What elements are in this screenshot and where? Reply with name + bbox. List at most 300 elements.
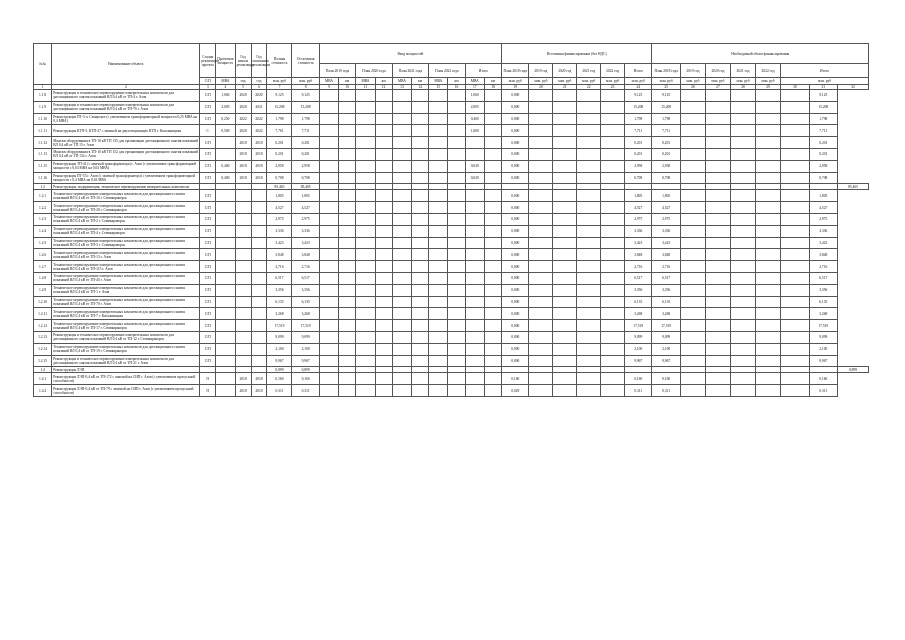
table-cell <box>429 296 448 308</box>
table-cell: 1.2.1 <box>34 190 52 202</box>
column-number: 27 <box>705 85 730 90</box>
table-cell <box>429 284 448 296</box>
table-cell: 3,848 <box>267 249 292 261</box>
table-row <box>34 125 869 137</box>
table-cell: 1,798 <box>809 113 837 125</box>
table-cell <box>756 331 781 343</box>
table-cell: 2022 <box>251 113 267 125</box>
table-cell <box>319 373 338 385</box>
table-cell: 3,356 <box>267 284 292 296</box>
table-cell <box>216 308 235 320</box>
column-number: 13 <box>392 85 411 90</box>
table-cell: Монтаж оборудования в ТП-10 кВ ТП 152 для организации дистанционного снятия показаний ВЛ 0,4 кВ от ТП 152 г. Азов <box>53 150 198 159</box>
table-cell <box>705 125 730 137</box>
table-cell <box>392 373 411 385</box>
sub-f-2019: 2019 год <box>680 64 705 78</box>
sub-plan-2019: План 2019 года <box>319 64 355 78</box>
table-cell <box>680 343 705 355</box>
table-cell <box>392 137 411 149</box>
column-number: 15 <box>429 85 448 90</box>
table-cell: 3,268 <box>809 308 837 320</box>
table-cell <box>781 284 809 296</box>
table-cell <box>339 272 356 284</box>
table-cell <box>216 148 235 160</box>
table-cell <box>705 249 730 261</box>
table-cell <box>375 137 392 149</box>
table-cell: Техническое перевооружение измерительных комплексов для дистанционного снятия показаний ВЛ 0,4 кВ от ТП-70 г. Азов <box>52 296 200 308</box>
table-cell <box>216 225 235 237</box>
table-cell: 4,527 <box>625 202 652 214</box>
table-cell: 1.2.10 <box>34 296 52 308</box>
table-cell <box>216 284 235 296</box>
unit-stage: С/П <box>200 78 216 85</box>
table-cell: 0,000 <box>502 213 529 225</box>
table-cell <box>484 148 501 160</box>
table-cell: 6,135 <box>267 296 292 308</box>
table-cell <box>680 284 705 296</box>
table-cell: Техническое перевооружение измерительных комплексов для дистанционного снятия показаний ВЛ 0,4 кВ от ТП-115 г. Азов <box>52 261 200 273</box>
table-cell <box>392 385 411 397</box>
table-cell: 3,423 <box>292 237 319 249</box>
table-cell <box>448 101 465 113</box>
table-cell: 0,000 <box>502 320 529 332</box>
table-cell <box>484 225 501 237</box>
table-cell <box>356 172 375 184</box>
table-cell <box>601 385 625 397</box>
table-cell: 2,975 <box>809 213 837 225</box>
table-cell: 2018 <box>235 385 251 397</box>
table-cell <box>375 237 392 249</box>
table-cell <box>756 172 781 184</box>
table-cell <box>529 385 553 397</box>
table-cell <box>216 355 235 367</box>
table-cell <box>392 101 411 113</box>
table-cell <box>375 373 392 385</box>
table-cell: 2,716 <box>625 261 652 273</box>
table-cell: 1.1.11 <box>34 125 52 137</box>
table-cell <box>705 373 730 385</box>
table-cell <box>356 137 375 149</box>
table-cell <box>756 113 781 125</box>
table-row <box>34 101 869 113</box>
table-cell: 15,208 <box>625 101 652 113</box>
table-cell: 6,135 <box>809 296 837 308</box>
table-cell <box>356 213 375 225</box>
table-cell <box>412 320 429 332</box>
table-cell <box>412 172 429 184</box>
table-cell <box>319 308 338 320</box>
table-cell: 0,000 <box>502 90 529 102</box>
table-cell: 2,975 <box>625 213 652 225</box>
table-cell <box>356 225 375 237</box>
column-number: 9 <box>319 85 338 90</box>
table-cell <box>553 284 577 296</box>
table-cell <box>251 237 267 249</box>
column-number: 3 <box>200 85 216 90</box>
table-cell <box>601 202 625 214</box>
table-cell <box>319 272 338 284</box>
table-cell <box>529 355 553 367</box>
table-cell <box>730 320 755 332</box>
table-cell: 0,630 <box>465 172 484 184</box>
table-cell <box>553 101 577 113</box>
column-number: 16 <box>448 85 465 90</box>
table-cell: 1.2.3 <box>34 213 52 225</box>
table-cell <box>375 190 392 202</box>
table-cell <box>680 137 705 149</box>
table-cell <box>339 249 356 261</box>
table-cell: 0,630 <box>465 160 484 172</box>
table-cell: С/П <box>200 261 216 273</box>
table-cell <box>680 90 705 102</box>
table-cell <box>680 331 705 343</box>
table-cell: 17,519 <box>809 320 837 332</box>
table-cell: 2,975 <box>652 213 680 225</box>
table-cell: 2,958 <box>809 160 837 172</box>
table-cell <box>429 113 448 125</box>
table-cell <box>705 172 730 184</box>
unit-km: км <box>412 78 429 85</box>
table-cell <box>601 148 625 160</box>
table-cell <box>553 261 577 273</box>
table-cell <box>730 249 755 261</box>
table-cell: 2022 <box>235 113 251 125</box>
table-cell <box>577 373 601 385</box>
sub-total: Итого <box>465 64 502 78</box>
table-cell <box>251 272 267 284</box>
table-cell <box>730 213 755 225</box>
table-cell <box>465 225 484 237</box>
table-cell <box>448 137 465 149</box>
table-cell <box>756 125 781 137</box>
table-cell <box>705 261 730 273</box>
table-cell: 3,848 <box>292 249 319 261</box>
table-cell: 0,000 <box>502 160 529 172</box>
table-cell <box>705 160 730 172</box>
table-cell <box>375 202 392 214</box>
table-cell: С/П <box>200 172 216 184</box>
table-cell <box>465 331 484 343</box>
table-cell <box>375 343 392 355</box>
table-cell <box>412 249 429 261</box>
table-cell <box>756 385 781 397</box>
table-cell <box>730 160 755 172</box>
table-cell <box>448 190 465 202</box>
table-cell: 0,000 <box>502 355 529 367</box>
table-cell <box>235 343 251 355</box>
table-cell <box>356 160 375 172</box>
table-cell: 7,711 <box>652 125 680 137</box>
table-cell <box>216 320 235 332</box>
table-cell: С/П <box>200 237 216 249</box>
table-cell <box>577 355 601 367</box>
table-cell: С/П <box>200 202 216 214</box>
table-cell <box>601 225 625 237</box>
table-cell <box>705 308 730 320</box>
table-cell: 1.4.1 <box>34 373 52 385</box>
table-cell <box>448 373 465 385</box>
table-cell <box>577 296 601 308</box>
table-cell <box>680 202 705 214</box>
table-cell <box>412 272 429 284</box>
table-cell <box>484 125 501 137</box>
table-cell: 1.1.13 <box>34 148 52 160</box>
table-cell: 9,967 <box>267 355 292 367</box>
table-cell <box>448 355 465 367</box>
table-cell <box>356 249 375 261</box>
table-cell: 0,000 <box>502 343 529 355</box>
sub-f-2020: 2020 год <box>705 64 730 78</box>
table-cell <box>601 213 625 225</box>
table-cell <box>235 202 251 214</box>
sub-y2022: 2022 год <box>601 64 625 78</box>
table-cell <box>484 213 501 225</box>
table-cell <box>251 202 267 214</box>
table-cell: Реконструкция ЛЭП-0,4 кВ от ТП-79 с заменой на СИП г. Азов (с увеличением пропускной способности) <box>52 385 200 397</box>
table-cell <box>553 355 577 367</box>
table-cell <box>730 331 755 343</box>
table-cell: С/П <box>200 343 216 355</box>
table-cell <box>781 160 809 172</box>
table-cell <box>216 213 235 225</box>
table-cell <box>356 296 375 308</box>
table-cell: 0,708 <box>292 172 319 184</box>
table-cell <box>356 202 375 214</box>
table-cell <box>601 272 625 284</box>
table-cell <box>319 202 338 214</box>
table-cell: 1.1.9 <box>34 101 52 113</box>
table-cell: 9,125 <box>292 90 319 102</box>
table-cell <box>484 172 501 184</box>
table-cell <box>448 237 465 249</box>
table-cell <box>756 249 781 261</box>
table-cell: 0,400 <box>216 172 235 184</box>
col-year-end-header: Год окончания реализации <box>251 44 267 78</box>
table-cell: 1,805 <box>292 190 319 202</box>
table-cell <box>319 213 338 225</box>
table-cell <box>680 385 705 397</box>
table-cell <box>730 113 755 125</box>
table-cell <box>339 190 356 202</box>
table-cell <box>781 125 809 137</box>
table-cell <box>465 190 484 202</box>
table-cell <box>448 343 465 355</box>
table-cell <box>448 308 465 320</box>
table-cell <box>429 308 448 320</box>
column-number: 26 <box>680 85 705 90</box>
table-cell <box>484 272 501 284</box>
table-cell <box>448 296 465 308</box>
table-cell: 0,000 <box>502 190 529 202</box>
table-cell <box>375 272 392 284</box>
table-cell <box>601 190 625 202</box>
table-cell <box>781 137 809 149</box>
column-number: 19 <box>502 85 529 90</box>
table-cell: 0,201 <box>625 148 652 160</box>
table-cell <box>484 249 501 261</box>
table-cell: С/П <box>200 331 216 343</box>
unit-mln: млн. руб <box>553 78 577 85</box>
table-cell <box>730 284 755 296</box>
table-cell: 0,500 <box>216 125 235 137</box>
table-cell <box>392 272 411 284</box>
table-cell <box>448 202 465 214</box>
table-cell <box>429 249 448 261</box>
table-cell: Реконструкция ПТ-3 п. Самарское (с увеличением трансформаторной мощности 0,25 МВА на 0,4 МВА) <box>52 113 200 125</box>
table-cell: 2,716 <box>292 261 319 273</box>
table-cell <box>429 213 448 225</box>
table-cell <box>680 320 705 332</box>
sub-f-2021: 2021 год <box>730 64 755 78</box>
unit-cost: млн. руб <box>267 78 292 85</box>
table-cell <box>756 213 781 225</box>
column-number: 7 <box>267 85 292 90</box>
table-cell <box>412 125 429 137</box>
table-cell <box>553 296 577 308</box>
table-cell <box>465 148 484 160</box>
column-number: 6 <box>251 85 267 90</box>
table-cell: 2018 <box>251 385 267 397</box>
table-cell: Реконструкция и техническое перевооружение измерительных комплексов для дистанционного снятия показаний ВЛ 0,4 кВ от ТП-76 г. Азов <box>52 101 200 113</box>
table-cell <box>730 308 755 320</box>
table-cell <box>375 101 392 113</box>
column-number: 23 <box>601 85 625 90</box>
table-cell: 1,000 <box>465 125 484 137</box>
table-cell <box>577 308 601 320</box>
table-cell: 4,527 <box>652 202 680 214</box>
table-cell: 2,100 <box>267 343 292 355</box>
table-cell <box>577 125 601 137</box>
table-cell: 3,336 <box>625 225 652 237</box>
table-row <box>34 113 869 125</box>
table-cell <box>216 296 235 308</box>
table-cell: С/П <box>200 148 216 160</box>
table-cell <box>705 225 730 237</box>
table-cell <box>392 284 411 296</box>
table-cell <box>705 101 730 113</box>
table-cell <box>529 213 553 225</box>
table-cell: 85,465 <box>838 184 869 190</box>
table-cell <box>484 261 501 273</box>
table-row <box>34 296 869 308</box>
column-number: 30 <box>781 85 809 90</box>
table-cell: 0,899 <box>838 367 869 373</box>
table-cell: 3,423 <box>625 237 652 249</box>
table-cell <box>251 284 267 296</box>
table-cell <box>465 249 484 261</box>
table-row <box>34 331 869 343</box>
table-cell <box>553 148 577 160</box>
table-cell <box>375 385 392 397</box>
table-cell <box>235 213 251 225</box>
table-cell <box>465 137 484 149</box>
table-cell <box>781 355 809 367</box>
col-power-header: Проектная мощность <box>216 44 235 78</box>
table-cell <box>601 160 625 172</box>
table-cell <box>484 202 501 214</box>
table-cell: 0,708 <box>652 172 680 184</box>
table-cell <box>339 343 356 355</box>
table-cell <box>705 213 730 225</box>
table-cell: 17,519 <box>267 320 292 332</box>
table-cell <box>429 225 448 237</box>
table-cell <box>251 296 267 308</box>
table-row <box>34 190 869 202</box>
table-cell <box>216 331 235 343</box>
table-cell: 2,958 <box>625 160 652 172</box>
table-cell <box>235 225 251 237</box>
unit-mln: млн. руб <box>601 78 625 85</box>
unit-power: МВА <box>216 78 235 85</box>
table-cell <box>529 284 553 296</box>
table-cell: 0,201 <box>809 137 837 149</box>
table-cell <box>730 261 755 273</box>
table-cell <box>601 343 625 355</box>
table-cell <box>235 296 251 308</box>
table-cell <box>781 172 809 184</box>
table-cell: 1.2.5 <box>34 237 52 249</box>
table-cell <box>429 137 448 149</box>
table-cell <box>756 320 781 332</box>
table-cell <box>448 160 465 172</box>
table-cell <box>484 113 501 125</box>
table-cell <box>705 385 730 397</box>
table-cell <box>375 284 392 296</box>
table-cell: 0,201 <box>292 137 319 149</box>
table-cell: Реконструкция, модернизация, техническое перевооружение измерительных комплексов <box>52 184 200 190</box>
table-cell <box>448 385 465 397</box>
table-cell <box>216 137 235 149</box>
table-cell: 0,400 <box>216 160 235 172</box>
table-cell: 2018 <box>251 160 267 172</box>
table-cell <box>577 213 601 225</box>
table-cell: 0,708 <box>267 172 292 184</box>
table-cell <box>375 113 392 125</box>
table-cell <box>781 308 809 320</box>
table-cell: 2022 <box>251 125 267 137</box>
table-cell <box>756 284 781 296</box>
group-power-input: Ввод мощностей <box>319 44 501 64</box>
table-cell: 1.2.4 <box>34 225 52 237</box>
table-cell <box>392 237 411 249</box>
table-cell <box>601 308 625 320</box>
table-cell: 9,125 <box>652 90 680 102</box>
table-cell: 0,000 <box>502 125 529 137</box>
table-cell: Монтаж оборудования в ТП-10 кВ ТП 135 для организации дистанционного снятия показаний ВЛ 0,4 кВ от ТП 15 г. Азов <box>53 138 198 147</box>
column-number: 5 <box>235 85 251 90</box>
table-cell: С/П <box>200 225 216 237</box>
table-cell <box>577 343 601 355</box>
table-cell <box>412 373 429 385</box>
table-cell <box>412 101 429 113</box>
table-cell <box>429 272 448 284</box>
table-cell <box>577 90 601 102</box>
table-cell <box>319 385 338 397</box>
table-cell <box>429 172 448 184</box>
table-cell <box>319 261 338 273</box>
table-cell <box>392 320 411 332</box>
table-cell <box>730 101 755 113</box>
table-cell: 2,005 <box>465 101 484 113</box>
table-cell <box>553 125 577 137</box>
table-cell <box>319 90 338 102</box>
table-cell: 2018 <box>251 373 267 385</box>
table-cell: 2,716 <box>809 261 837 273</box>
col-year-start-header: Год начала реализации <box>235 44 251 78</box>
table-cell <box>392 249 411 261</box>
table-cell: 3,336 <box>267 225 292 237</box>
table-cell <box>319 160 338 172</box>
